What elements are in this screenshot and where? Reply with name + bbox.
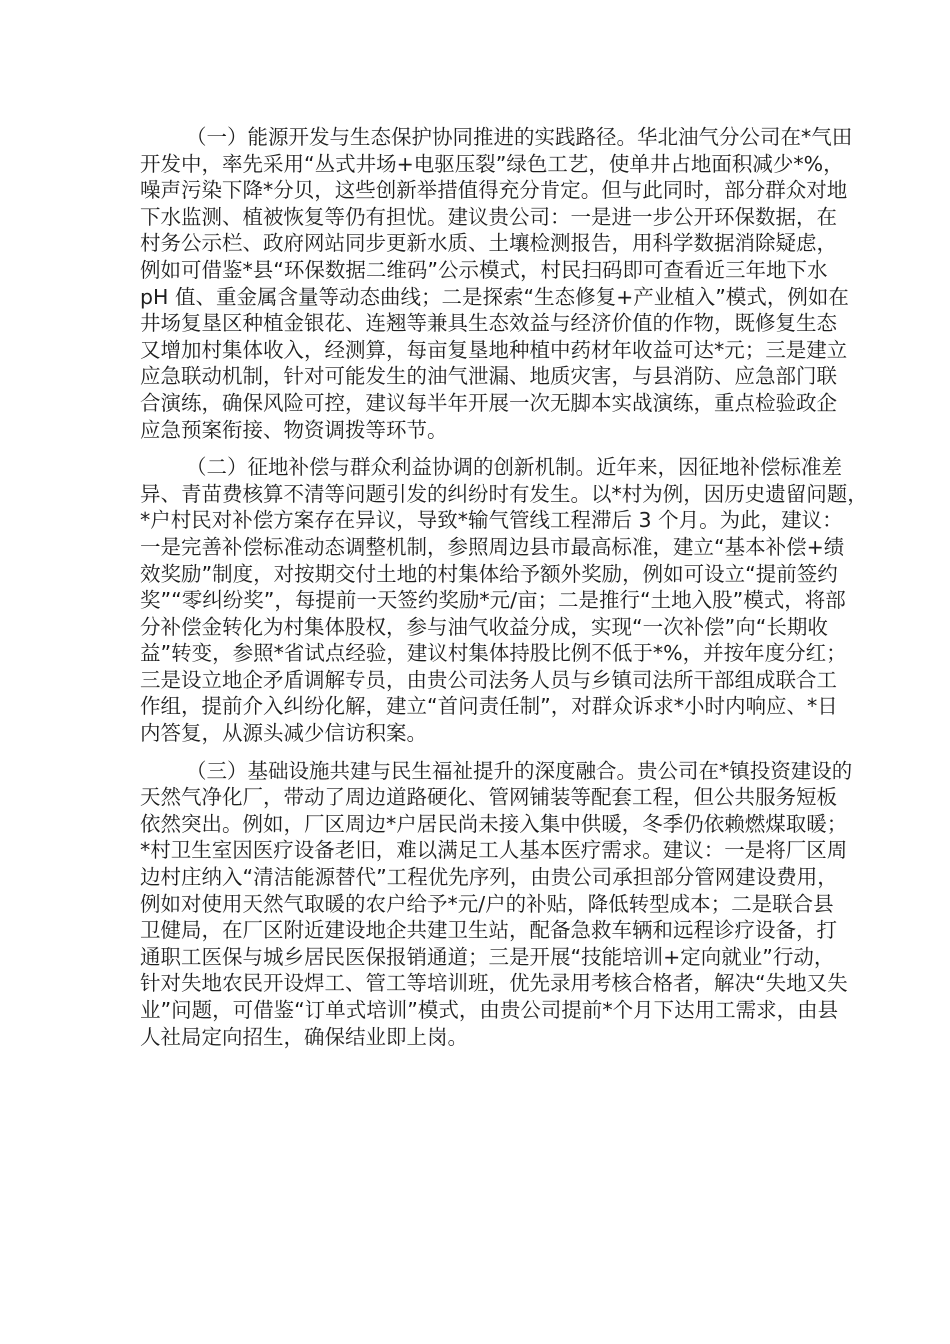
text-line: 益”转变，参照*省试点经验，建议村集体持股比例不低于*%，并按年度分红；: [140, 641, 847, 666]
text-line: 天然气净化厂，带动了周边道路硬化、管网铺装等配套工程，但公共服务短板: [140, 785, 837, 810]
text-line: 一是完善补偿标准动态调整机制，参照周边县市最高标准，建立“基本补偿+绩: [140, 534, 845, 559]
text-line: 例如对使用天然气取暖的农户给予*元/户的补贴，降低转型成本；二是联合县: [140, 891, 834, 916]
text-line: 例如可借鉴*县“环保数据二维码”公示模式，村民扫码即可查看近三年地下水: [140, 257, 828, 282]
text-line: 效奖励”制度，对按期交付土地的村集体给予额外奖励，例如可设立“提前签约: [140, 561, 838, 586]
text-line: *村卫生室因医疗设备老旧，难以满足工人基本医疗需求。建议：一是将厂区周: [140, 838, 848, 863]
text-line: 应急联动机制，针对可能发生的油气泄漏、地质灾害，与县消防、应急部门联: [140, 364, 837, 389]
document-body: [140, 124, 868, 1061]
text-line: 内答复，从源头减少信访积案。: [140, 721, 427, 746]
text-line: 业”问题，可借鉴“订单式培训”模式，由贵公司提前*个月下达用工需求，由县: [140, 998, 839, 1022]
text-line: 分补偿金转化为村集体股权，参与油气收益分成，实现“一次补偿”向“长期收: [140, 614, 828, 639]
text-line: 村务公示栏、政府网站同步更新水质、土壤检测报告，用科学数据消除疑虑，: [140, 231, 837, 256]
paragraph: [140, 454, 868, 747]
text-line: *户村民对补偿方案存在异议，导致*输气管线工程滞后 3 个月。为此，建议：: [140, 508, 843, 533]
text-line: 奖”“零纠纷奖”，每提前一天签约奖励*元/亩；二是推行“土地入股”模式，将部: [140, 588, 846, 613]
text-line: 下水监测、植被恢复等仍有担忧。建议贵公司：一是进一步公开环保数据，在: [140, 204, 837, 229]
text-line: 卫健局，在厂区附近建设地企共建卫生站，配备急救车辆和远程诊疗设备，打: [140, 918, 837, 943]
text-line: 应急预案衔接、物资调拨等环节。: [140, 417, 448, 442]
paragraph: [140, 758, 853, 1051]
text-line: 三是设立地企矛盾调解专员，由贵公司法务人员与乡镇司法所干部组成联合工: [140, 667, 837, 692]
text-line: （二）征地补偿与群众利益协调的创新机制。近年来，因征地补偿标准差: [186, 455, 842, 480]
text-line: 合演练，确保风险可控，建议每半年开展一次无脚本实战演练，重点检验政企: [140, 390, 837, 415]
text-line: 异、青苗费核算不清等问题引发的纠纷时有发生。以*村为例，因历史遗留问题，: [140, 481, 868, 506]
text-line: 井场复垦区种植金银花、连翘等兼具生态效益与经济价值的作物，既修复生态: [140, 311, 837, 336]
text-line: pH 值、重金属含量等动态曲线；二是探索“生态修复+产业植入”模式，例如在: [140, 284, 849, 309]
text-line: 边村庄纳入“清洁能源替代”工程优先序列，由贵公司承担部分管网建设费用，: [140, 865, 838, 890]
text-line: 依然突出。例如，厂区周边*户居民尚未接入集中供暖，冬季仍依赖燃煤取暖；: [140, 811, 848, 836]
text-line: 人社局定向招生，确保结业即上岗。: [140, 1024, 468, 1049]
text-line: 噪声污染下降*分贝，这些创新举措值得充分肯定。但与此同时，部分群众对地: [140, 178, 848, 203]
text-line: 又增加村集体收入，经测算，每亩复垦地种植中药材年收益可达*元；三是建立: [140, 337, 848, 362]
text-line: 通职工医保与城乡居民医保报销通道；三是开展“技能培训+定向就业”行动，: [140, 944, 835, 969]
text-line: 针对失地农民开设焊工、管工等培训班，优先录用考核合格者，解决“失地又失: [140, 971, 848, 996]
text-line: （一）能源开发与生态保护协同推进的实践路径。华北油气分公司在*气田: [186, 125, 853, 149]
text-line: 作组，提前介入纠纷化解，建立“首问责任制”，对群众诉求*小时内响应、*日: [140, 694, 838, 719]
text-line: 开发中，率先采用“丛式井场+电驱压裂”绿色工艺，使单井占地面积减少*%，: [140, 151, 844, 176]
text-line: （三）基础设施共建与民生福祉提升的深度融合。贵公司在*镇投资建设的: [186, 758, 853, 783]
paragraph: [140, 124, 853, 443]
